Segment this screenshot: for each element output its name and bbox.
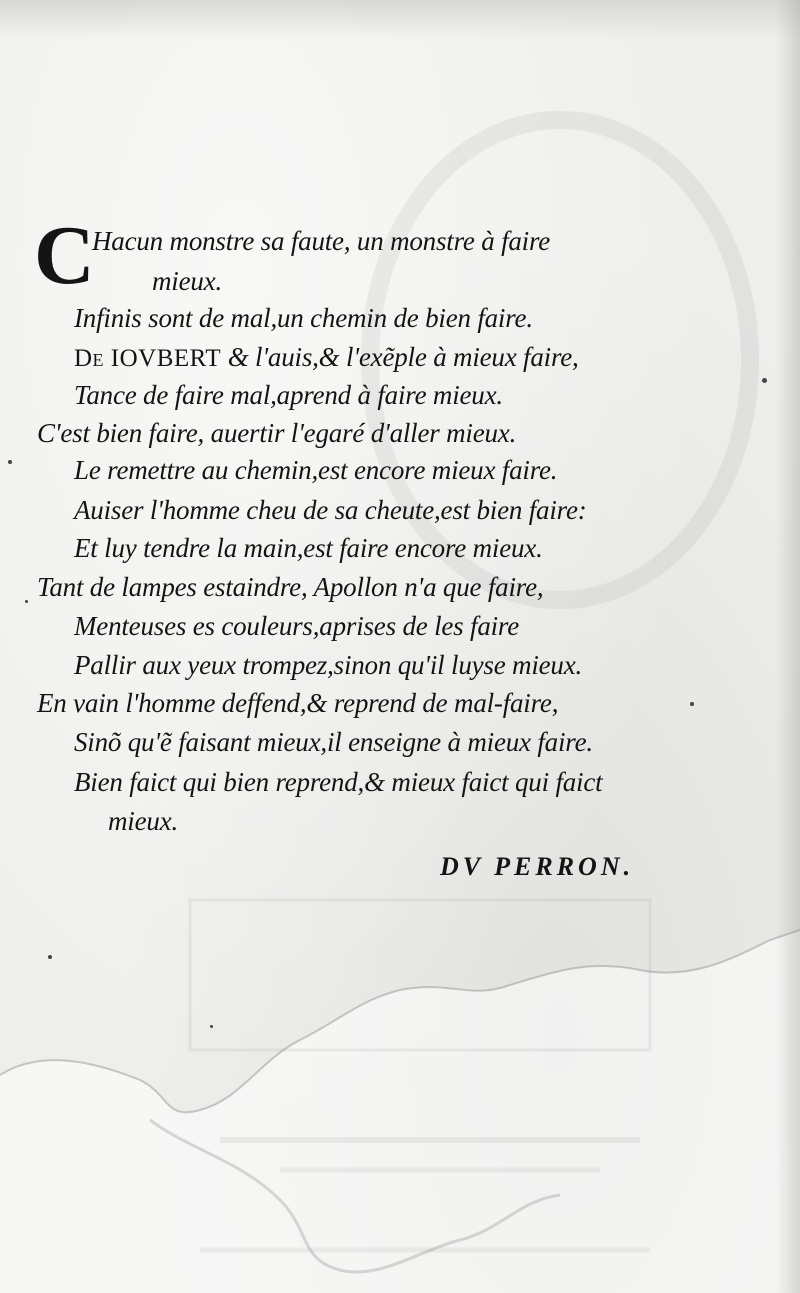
paper-speck [690,702,694,706]
poem-line-2: mieux. [152,266,223,296]
poem-line-4-rest: & l'auis,& l'exẽple à mieux faire, [227,342,579,372]
poem-line-8: Auiser l'homme cheu de sa cheute,est bien faire: [74,495,587,525]
poem-line-16: mieux. [108,806,179,836]
poem-line-15: Bien faict qui bien reprend,& mieux faict qui faict [74,767,603,797]
poem-line-12: Pallir aux yeux trompez,sinon qu'il luyse mieux. [74,650,583,680]
poem-line-14: Sinõ qu'ẽ faisant mieux,il enseigne à mieux faire. [74,727,593,757]
poem-line-6: C'est bien faire, auertir l'egaré d'aller mieux. [37,418,517,448]
poem-line-13: En vain l'homme deffend,& reprend de mal-faire, [37,688,559,718]
paper-speck [8,460,12,464]
paper-speck [210,1025,213,1028]
paper-speck [762,378,767,383]
poem-line-4 [74,342,579,374]
drop-cap-initial: C [34,209,95,302]
paper-speck [48,955,52,959]
poem-line-1: Hacun monstre sa faute, un monstre à faire [92,226,551,256]
poem-line-11: Menteuses es couleurs,aprises de les faire [74,611,520,641]
poem-line-9: Et luy tendre la main,est faire encore mieux. [74,533,543,563]
author-signature: DV PERRON. [440,852,635,881]
poem-name-smallcaps: De IOVBERT [74,345,222,372]
poem-line-5: Tance de faire mal,aprend à faire mieux. [74,380,503,410]
poem-line-10: Tant de lampes estaindre, Apollon n'a que faire, [37,572,544,602]
paper-speck [25,600,28,603]
poem-line-7: Le remettre au chemin,est encore mieux faire. [74,455,558,485]
poem-line-3: Infinis sont de mal,un chemin de bien faire. [74,303,533,333]
